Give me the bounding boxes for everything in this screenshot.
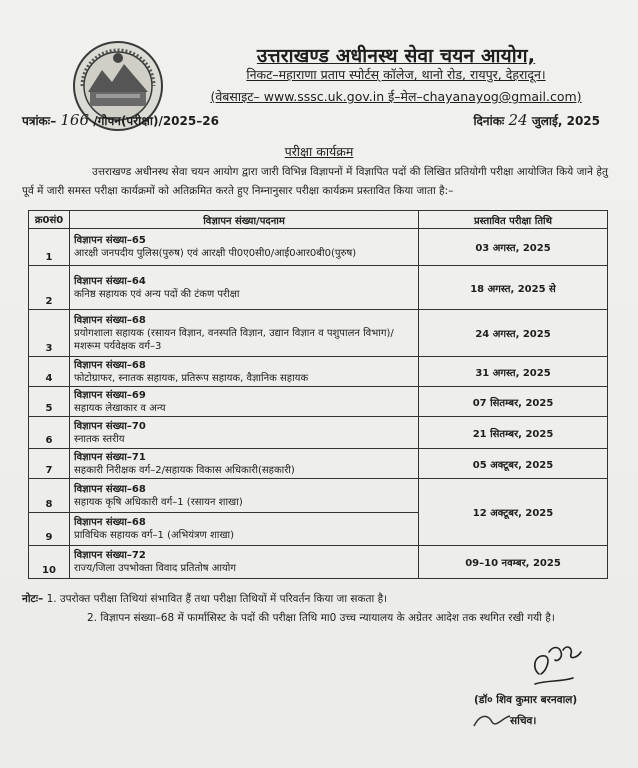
row-exam-date: 31 अगस्त, 2025 bbox=[419, 357, 608, 387]
row-advertisement bbox=[70, 513, 419, 546]
adv-number: विज्ञापन संख्या–68 bbox=[74, 359, 146, 371]
post-name: कनिष्ठ सहायक एवं अन्य पदों की टंकण परीक्षा bbox=[74, 288, 240, 300]
table-row bbox=[29, 479, 608, 513]
row-serial: 8 bbox=[29, 479, 70, 513]
note-1-text: 1. उपरोक्त परीक्षा तिथियां संभावित हैं तथा परीक्षा तिथियों में परिवर्तन किया जा सकता है। bbox=[46, 593, 388, 605]
row-exam-date: 21 सितम्बर, 2025 bbox=[419, 417, 608, 449]
post-name: राज्य/जिला उपभोक्ता विवाद प्रतितोष आयोग bbox=[74, 563, 236, 574]
note-2: 2. विज्ञापन संख्या–68 में फार्मासिस्ट के पदों की परीक्षा तिथि मा0 उच्च न्यायालय के अग्रेतर आदेश तक स्थगित रखी गयी है। bbox=[87, 612, 555, 624]
adv-number: विज्ञापन संख्या–70 bbox=[74, 420, 146, 432]
post-name: प्रयोगशाला सहायक (रसायन विज्ञान, वनस्पति विज्ञान, उद्यान विज्ञान व पशुपालन विभाग)/मशरूम पर्यवेक्षक वर्ग–3 bbox=[74, 327, 394, 352]
date-rest: जुलाई, 2025 bbox=[531, 114, 600, 128]
row-advertisement bbox=[70, 387, 419, 417]
row-serial: 3 bbox=[29, 310, 70, 357]
letter-date bbox=[473, 111, 600, 129]
row-exam-date: 18 अगस्त, 2025 से bbox=[419, 266, 608, 310]
table-row bbox=[29, 417, 608, 449]
table-row bbox=[29, 449, 608, 479]
row-advertisement bbox=[70, 417, 419, 449]
row-advertisement bbox=[70, 546, 419, 579]
post-name: सहकारी निरीक्षक वर्ग–2/सहायक विकास अधिकारी(सहकारी) bbox=[74, 464, 295, 476]
ref-number-handwritten: 166 bbox=[60, 111, 90, 129]
row-serial: 2 bbox=[29, 266, 70, 310]
row-serial: 4 bbox=[29, 357, 70, 387]
row-advertisement bbox=[70, 357, 419, 387]
signatory-designation: सचिव। bbox=[510, 715, 537, 727]
signatory-name: (डॉ० शिव कुमार बरनवाल) bbox=[474, 694, 578, 706]
org-website-email: (वेबसाइट– www.sssc.uk.gov.in ई–मेल–chayanayog@gmail.com) bbox=[210, 89, 582, 104]
post-name: सहायक लेखाकार व अन्य bbox=[74, 402, 166, 414]
row-exam-date: 05 अक्टूबर, 2025 bbox=[419, 449, 608, 479]
row-advertisement bbox=[70, 479, 419, 513]
intro-paragraph: उत्तराखण्ड अधीनस्थ सेवा चयन आयोग द्वारा जारी विभिन्न विज्ञापनों में विज्ञापित पदों की लिखित प्रतियोगी परीक्षा आयोजित किये जाने हेतु पूर्व में जारी समस्त परीक्षा कार्यक्रमों को अतिक्रमित करते हुए निम्नानुसार परीक्षा कार्यक्रम प्रस्तावित किया जाता है:– bbox=[22, 166, 608, 197]
row-exam-date: 09–10 नवम्बर, 2025 bbox=[419, 546, 608, 579]
table-row bbox=[29, 546, 608, 579]
adv-number: विज्ञापन संख्या–69 bbox=[74, 389, 146, 401]
note-1 bbox=[22, 590, 612, 609]
post-name: प्राविधिक सहायक वर्ग–1 (अभियंत्रण शाखा) bbox=[74, 530, 235, 541]
row-serial: 9 bbox=[29, 513, 70, 546]
org-address: निकट–महाराणा प्रताप स्पोर्टस् कॉलेज, थानो रोड, रायपुर, देहरादून। bbox=[246, 67, 546, 82]
post-name: फोटोग्राफर, स्नातक सहायक, प्रतिरूप सहायक, वैज्ञानिक सहायक bbox=[74, 372, 309, 384]
table-header-row bbox=[29, 211, 608, 229]
adv-number: विज्ञापन संख्या–68 bbox=[74, 314, 146, 326]
row-advertisement bbox=[70, 229, 419, 266]
row-exam-date: 03 अगस्त, 2025 bbox=[419, 229, 608, 266]
post-name: सहायक कृषि अधिकारी वर्ग–1 (रसायन शाखा) bbox=[74, 496, 243, 508]
row-serial: 1 bbox=[29, 229, 70, 266]
header-exam-date: प्रस्तावित परीक्षा तिथि bbox=[419, 211, 608, 229]
table-row bbox=[29, 266, 608, 310]
table-row bbox=[29, 310, 608, 357]
row-exam-date: 07 सितम्बर, 2025 bbox=[419, 387, 608, 417]
date-label: दिनांकः bbox=[473, 114, 505, 128]
exam-schedule-table bbox=[28, 210, 608, 579]
row-advertisement bbox=[70, 449, 419, 479]
table-row bbox=[29, 357, 608, 387]
row-exam-date: 12 अक्टूबर, 2025 bbox=[419, 479, 608, 546]
adv-number: विज्ञापन संख्या–71 bbox=[74, 451, 146, 463]
adv-number: विज्ञापन संख्या–64 bbox=[74, 275, 146, 287]
post-name: स्नातक स्तरीय bbox=[74, 433, 125, 445]
adv-number: विज्ञापन संख्या–68 bbox=[74, 483, 146, 495]
row-serial: 6 bbox=[29, 417, 70, 449]
date-day-handwritten: 24 bbox=[508, 111, 528, 129]
ref-rest: /गोपन(परीक्षा)/2025–26 bbox=[93, 114, 219, 128]
table-row bbox=[29, 229, 608, 266]
org-title: उत्तराखण्ड अधीनस्थ सेवा चयन आयोग, bbox=[256, 45, 536, 67]
handwritten-signature-icon bbox=[525, 640, 605, 692]
row-exam-date: 24 अगस्त, 2025 bbox=[419, 310, 608, 357]
reference-number bbox=[22, 111, 219, 129]
header-serial: क्र0सं0 bbox=[29, 211, 70, 229]
header-advertisement: विज्ञापन संख्या/पदनाम bbox=[70, 211, 419, 229]
row-advertisement bbox=[70, 266, 419, 310]
programme-title: परीक्षा कार्यक्रम bbox=[284, 144, 354, 159]
adv-number: विज्ञापन संख्या–72 bbox=[74, 550, 146, 561]
row-serial: 7 bbox=[29, 449, 70, 479]
row-serial: 10 bbox=[29, 546, 70, 579]
notes-label: नोटः– bbox=[22, 593, 44, 605]
table-row bbox=[29, 387, 608, 417]
row-advertisement bbox=[70, 310, 419, 357]
adv-number: विज्ञापन संख्या–65 bbox=[74, 235, 146, 246]
notes-section bbox=[22, 590, 612, 628]
ref-label: पत्रांकः– bbox=[22, 114, 57, 128]
row-serial: 5 bbox=[29, 387, 70, 417]
post-name: आरक्षी जनपदीय पुलिस(पुरुष) एवं आरक्षी पी0ए0सी0/आई0आर0बी0(पुरुष) bbox=[74, 248, 357, 259]
adv-number: विज्ञापन संख्या–68 bbox=[74, 517, 146, 528]
